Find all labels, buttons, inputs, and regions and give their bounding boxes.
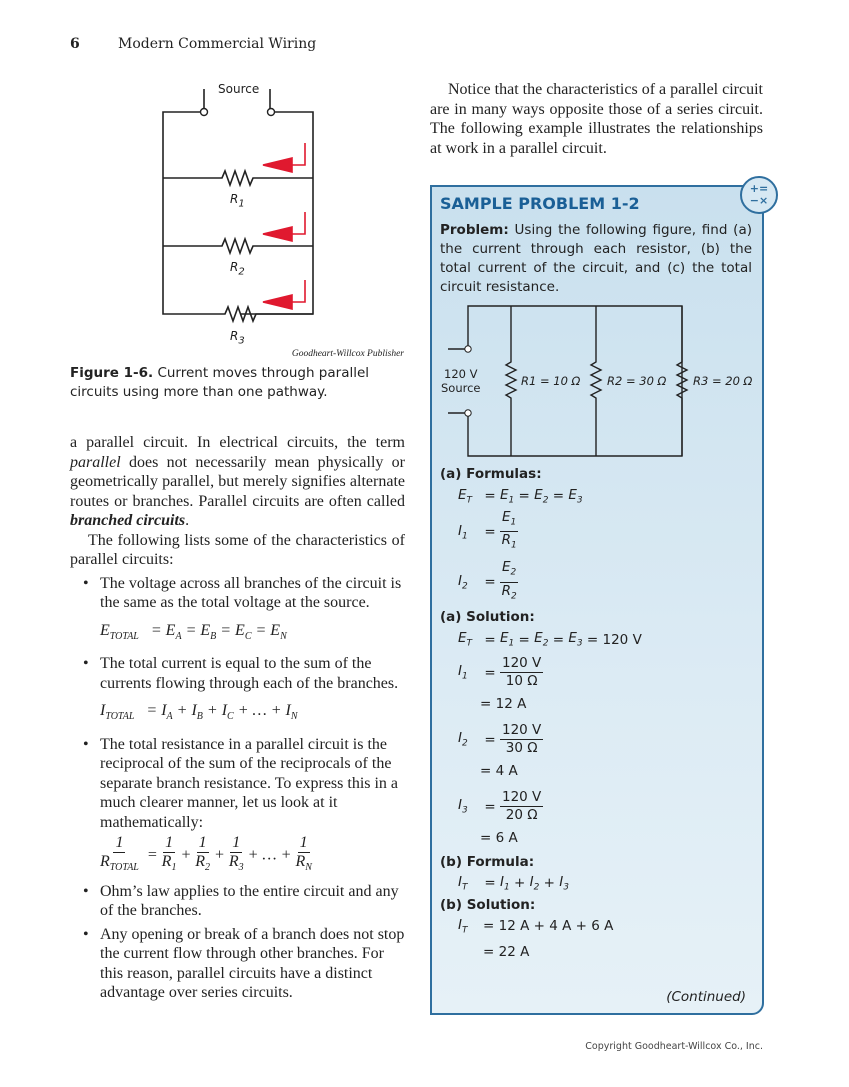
list-item: • The total current is equal to the sum of the currents flowing through each of the branches.	[70, 654, 405, 693]
problem-statement: Problem: Using the following figure, find (a) the current through each resistor, (b) the total current of the circuit, and (c) the total circuit resistance.	[440, 222, 752, 295]
continued-label: (Continued)	[666, 989, 746, 1005]
list-item: • Ohm’s law applies to the entire circuit and any of the branches.	[70, 882, 405, 921]
r2-value: R2 = 30 Ω	[607, 374, 667, 388]
r1-value: R1 = 10 Ω	[521, 374, 581, 388]
left-column-text: a parallel circuit. In electrical circuits, the term parallel does not necessarily mean physically or geometrically parallel, but merely signifies alternate routes or branches. Parallel circuits are often called branched circuits. The following lists some of the characteristics of parallel circuits: • The voltage across all branches of the circuit is the same as the total voltage at the source. $E_{TOTAL} = E_A = E_B = E_C = E_N$ • The total current is equal to the sum of the currents flowing through each of the branches. $I_{TOTAL} = I_A + I_B + I_C$ + … + $I_N$ • The total resistance in a parallel circuit is the reciprocal of the sum of the reciprocals of the separate branch resistance. To express this in a much clearer manner, let us look at it mathematically: $\frac{1}{R_{TOTAL}}$ = $\frac{1}{R_1}$ + $\frac{1}{R_2}$ + $\frac{1}{R_3}$ + … + $\frac{1}{R_N}$ • Ohm’s law applies to the entire circuit and any of the branches. • Any opening or break of a branch does not stop the current flow through other branches. For this reason, parallel circuits have a distinct advantage over series circuits.	[70, 433, 405, 1003]
r1-label: $R_1$	[230, 192, 245, 210]
sample-problem-title: SAMPLE PROBLEM 1-2	[440, 194, 640, 213]
equation-current: $I_{TOTAL} = I_A + I_B + I_C$ + … + $I_N$	[100, 702, 298, 723]
r3-value: R3 = 20 Ω	[693, 374, 753, 388]
list-item: • The voltage across all branches of the circuit is the same as the total voltage at the source.	[70, 574, 405, 613]
running-header: Modern Commercial Wiring	[118, 36, 317, 52]
source-label: Source	[218, 82, 260, 96]
source-voltage-label: 120 V Source	[441, 367, 481, 395]
current-arrows	[263, 143, 305, 309]
equation-resistance: $\frac{1}{R_{TOTAL}}$ = $\frac{1}{R_1}$ + $\frac{1}{R_2}$ + $\frac{1}{R_3}$ + … + $\frac{1}{R_N}$	[100, 834, 312, 874]
list-item: • The total resistance in a parallel circuit is the reciprocal of the sum of the reciprocals of the separate branch resistance. To express this in a much clearer manner, let us look at it mathematically:	[70, 735, 405, 833]
math-operators-icon: += −×	[740, 176, 778, 214]
parallel-circuit-figure	[150, 70, 420, 350]
list-item: • Any opening or break of a branch does not stop the current flow through other branches. For this reason, parallel circuits have a distinct advantage over series circuits.	[70, 925, 405, 1003]
paragraph: The following lists some of the characteristics of parallel circuits:	[70, 531, 405, 568]
figure-credit: Goodheart-Willcox Publisher	[291, 349, 404, 359]
figure-caption: Figure 1-6. Current moves through parallel circuits using more than one pathway.	[70, 365, 370, 400]
copyright-footer: Copyright Goodheart-Willcox Co., Inc.	[585, 1041, 763, 1052]
r3-label: $R_3$	[230, 329, 245, 347]
page-number: 6	[70, 36, 80, 52]
intro-paragraph: Notice that the characteristics of a parallel circuit are in many ways opposite those of a series circuit. The following example illustrates the relationships at work in a parallel circuit.	[430, 81, 763, 157]
r2-label: $R_2$	[230, 260, 245, 278]
equation-voltage: $E_{TOTAL} = E_A = E_B = E_C = E_N$	[100, 621, 287, 642]
solution-steps: (a) Formulas: $E_T$ = $E_1$ = $E_2$ = $E_3$ $I_1$ = $\frac{E_1}{R_1}$ $I_2$ = $\frac{E_2}{R_2}$ (a) Solution: $E_T$ = $E_1$ = $E_2$ = $E_3$ = 120 V $I_1$ = $\frac{120 V}{10 \Omega}$ = 12 A $I_2$ = $\frac{120 V}{30 \Omega}$ = 4 A $I_3$ = $\frac{120 V}{20 \Omega}$ = 6 A (b) Formula: $I_T$ = $I_1$ + $I_2$ + $I_3$ (b) Solution: $I_T$ = 12 A + 4 A + 6 A = 22 A	[440, 466, 642, 960]
